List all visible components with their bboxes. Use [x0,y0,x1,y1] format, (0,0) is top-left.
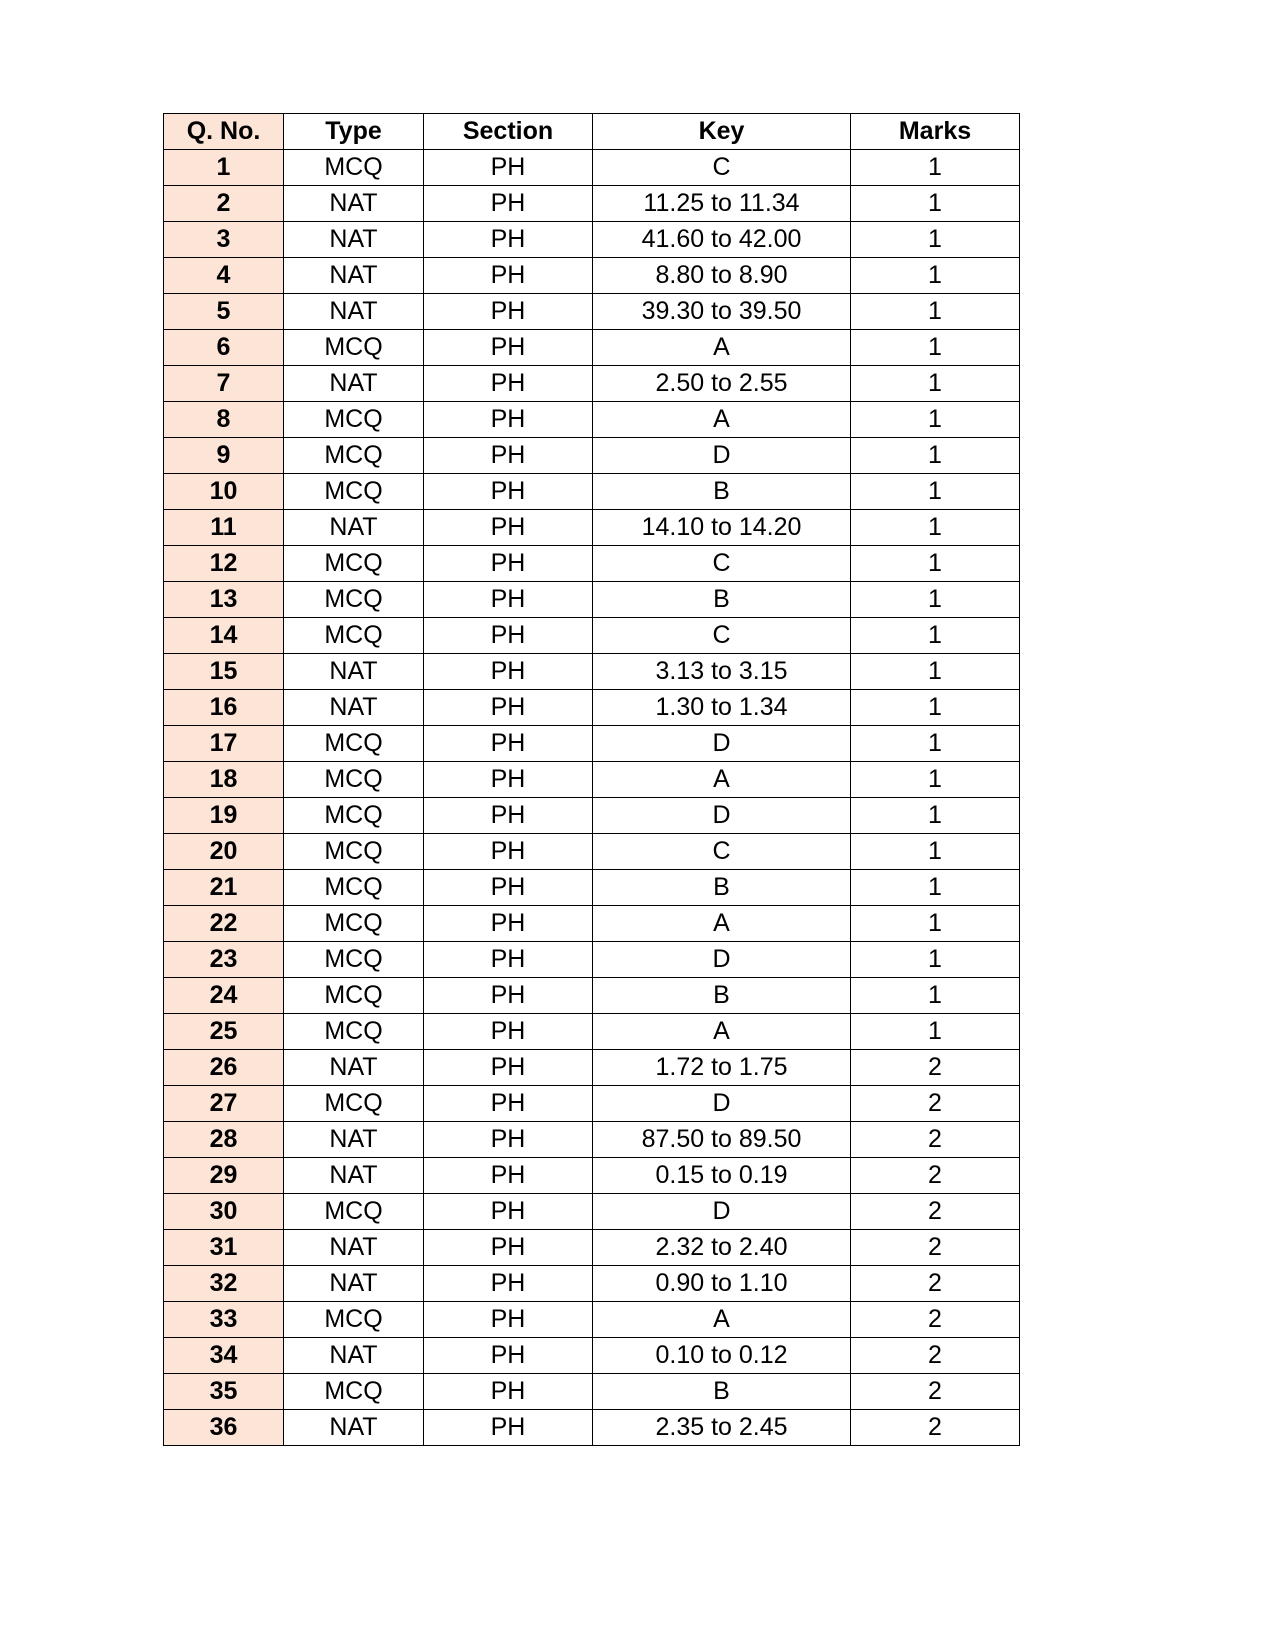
cell-marks: 1 [851,186,1020,222]
cell-key: A [593,1302,851,1338]
cell-section: PH [424,186,593,222]
cell-qno: 7 [164,366,284,402]
cell-section: PH [424,1050,593,1086]
cell-marks: 2 [851,1230,1020,1266]
table-body [164,150,1020,1446]
cell-type: MCQ [284,942,424,978]
cell-key: C [593,546,851,582]
cell-marks: 1 [851,618,1020,654]
cell-key: D [593,1194,851,1230]
cell-qno: 13 [164,582,284,618]
cell-section: PH [424,726,593,762]
table-row [164,618,1020,654]
table-row [164,906,1020,942]
cell-marks: 1 [851,762,1020,798]
cell-section: PH [424,510,593,546]
cell-key: D [593,726,851,762]
cell-key: 1.72 to 1.75 [593,1050,851,1086]
cell-qno: 33 [164,1302,284,1338]
cell-key: A [593,906,851,942]
cell-key: 0.10 to 0.12 [593,1338,851,1374]
cell-marks: 1 [851,798,1020,834]
cell-type: NAT [284,294,424,330]
cell-marks: 1 [851,978,1020,1014]
cell-section: PH [424,834,593,870]
table-row [164,1122,1020,1158]
cell-qno: 15 [164,654,284,690]
cell-type: NAT [284,366,424,402]
cell-qno: 20 [164,834,284,870]
cell-section: PH [424,1302,593,1338]
cell-section: PH [424,1086,593,1122]
cell-type: NAT [284,510,424,546]
cell-type: NAT [284,1266,424,1302]
cell-section: PH [424,582,593,618]
cell-section: PH [424,366,593,402]
table-row [164,1338,1020,1374]
cell-section: PH [424,1338,593,1374]
cell-type: NAT [284,186,424,222]
cell-key: 39.30 to 39.50 [593,294,851,330]
cell-marks: 2 [851,1338,1020,1374]
table-row [164,654,1020,690]
cell-qno: 12 [164,546,284,582]
table-row [164,546,1020,582]
table-row [164,294,1020,330]
cell-qno: 26 [164,1050,284,1086]
cell-key: C [593,150,851,186]
cell-key: B [593,474,851,510]
table-row [164,1050,1020,1086]
table-row [164,258,1020,294]
cell-qno: 19 [164,798,284,834]
cell-key: A [593,402,851,438]
cell-key: A [593,330,851,366]
cell-key: 2.32 to 2.40 [593,1230,851,1266]
table-row [164,1014,1020,1050]
cell-qno: 24 [164,978,284,1014]
cell-section: PH [424,690,593,726]
cell-type: MCQ [284,1302,424,1338]
cell-marks: 2 [851,1266,1020,1302]
header-qno: Q. No. [164,114,284,150]
cell-type: MCQ [284,834,424,870]
cell-key: D [593,1086,851,1122]
cell-section: PH [424,870,593,906]
cell-section: PH [424,438,593,474]
cell-key: 2.35 to 2.45 [593,1410,851,1446]
cell-qno: 16 [164,690,284,726]
cell-marks: 1 [851,222,1020,258]
cell-section: PH [424,942,593,978]
table-row [164,942,1020,978]
cell-type: MCQ [284,1194,424,1230]
table-row [164,798,1020,834]
table-row [164,510,1020,546]
cell-section: PH [424,402,593,438]
cell-marks: 1 [851,258,1020,294]
cell-key: 87.50 to 89.50 [593,1122,851,1158]
table-row [164,1266,1020,1302]
cell-type: NAT [284,1158,424,1194]
table-row [164,1302,1020,1338]
table-row [164,582,1020,618]
table-row [164,438,1020,474]
cell-type: MCQ [284,582,424,618]
cell-key: C [593,834,851,870]
cell-marks: 1 [851,438,1020,474]
cell-qno: 4 [164,258,284,294]
cell-marks: 1 [851,330,1020,366]
cell-section: PH [424,762,593,798]
cell-section: PH [424,906,593,942]
cell-type: MCQ [284,546,424,582]
cell-qno: 30 [164,1194,284,1230]
cell-qno: 36 [164,1410,284,1446]
cell-marks: 1 [851,726,1020,762]
header-marks: Marks [851,114,1020,150]
table-row [164,1086,1020,1122]
cell-marks: 2 [851,1050,1020,1086]
cell-section: PH [424,294,593,330]
cell-qno: 9 [164,438,284,474]
table-row [164,726,1020,762]
cell-qno: 23 [164,942,284,978]
cell-key: A [593,1014,851,1050]
cell-type: MCQ [284,1014,424,1050]
cell-marks: 2 [851,1086,1020,1122]
answer-key-table [163,113,1020,1446]
cell-key: 1.30 to 1.34 [593,690,851,726]
table-row [164,690,1020,726]
cell-marks: 2 [851,1158,1020,1194]
header-row [164,114,1020,150]
cell-section: PH [424,1158,593,1194]
cell-key: B [593,870,851,906]
table-row [164,474,1020,510]
cell-section: PH [424,1014,593,1050]
header-type: Type [284,114,424,150]
cell-qno: 35 [164,1374,284,1410]
cell-section: PH [424,1194,593,1230]
header-section: Section [424,114,593,150]
cell-marks: 2 [851,1374,1020,1410]
cell-qno: 31 [164,1230,284,1266]
cell-marks: 2 [851,1122,1020,1158]
cell-section: PH [424,1230,593,1266]
cell-key: D [593,438,851,474]
cell-key: 3.13 to 3.15 [593,654,851,690]
cell-key: 0.15 to 0.19 [593,1158,851,1194]
table-row [164,870,1020,906]
cell-type: NAT [284,654,424,690]
cell-qno: 18 [164,762,284,798]
cell-type: MCQ [284,906,424,942]
cell-qno: 21 [164,870,284,906]
cell-type: MCQ [284,402,424,438]
cell-qno: 22 [164,906,284,942]
cell-key: 41.60 to 42.00 [593,222,851,258]
cell-qno: 29 [164,1158,284,1194]
cell-type: NAT [284,1050,424,1086]
table-row [164,150,1020,186]
cell-qno: 2 [164,186,284,222]
cell-qno: 6 [164,330,284,366]
cell-type: MCQ [284,1374,424,1410]
cell-qno: 28 [164,1122,284,1158]
cell-type: NAT [284,1230,424,1266]
cell-type: NAT [284,1338,424,1374]
table-row [164,762,1020,798]
cell-section: PH [424,330,593,366]
cell-type: MCQ [284,726,424,762]
cell-qno: 11 [164,510,284,546]
cell-section: PH [424,474,593,510]
cell-section: PH [424,654,593,690]
cell-key: C [593,618,851,654]
cell-qno: 32 [164,1266,284,1302]
table-row [164,330,1020,366]
cell-key: 0.90 to 1.10 [593,1266,851,1302]
table-row [164,978,1020,1014]
cell-marks: 1 [851,654,1020,690]
table-row [164,1158,1020,1194]
cell-type: MCQ [284,762,424,798]
cell-section: PH [424,546,593,582]
cell-section: PH [424,798,593,834]
table-row [164,834,1020,870]
table-row [164,1194,1020,1230]
cell-section: PH [424,258,593,294]
cell-key: B [593,582,851,618]
table-row [164,1374,1020,1410]
cell-section: PH [424,222,593,258]
cell-qno: 17 [164,726,284,762]
cell-marks: 1 [851,906,1020,942]
cell-qno: 10 [164,474,284,510]
header-key: Key [593,114,851,150]
cell-qno: 5 [164,294,284,330]
cell-marks: 1 [851,150,1020,186]
cell-marks: 1 [851,690,1020,726]
cell-marks: 1 [851,834,1020,870]
cell-type: NAT [284,690,424,726]
cell-marks: 1 [851,366,1020,402]
cell-type: NAT [284,222,424,258]
cell-section: PH [424,1266,593,1302]
cell-key: 8.80 to 8.90 [593,258,851,294]
cell-marks: 2 [851,1302,1020,1338]
cell-marks: 1 [851,546,1020,582]
cell-key: A [593,762,851,798]
cell-type: MCQ [284,438,424,474]
cell-marks: 1 [851,1014,1020,1050]
cell-qno: 8 [164,402,284,438]
cell-qno: 34 [164,1338,284,1374]
cell-marks: 1 [851,870,1020,906]
cell-type: MCQ [284,330,424,366]
cell-qno: 27 [164,1086,284,1122]
table-row [164,222,1020,258]
cell-qno: 14 [164,618,284,654]
cell-type: MCQ [284,870,424,906]
cell-section: PH [424,1374,593,1410]
cell-type: MCQ [284,1086,424,1122]
cell-marks: 1 [851,582,1020,618]
cell-key: 14.10 to 14.20 [593,510,851,546]
table-row [164,186,1020,222]
cell-key: D [593,942,851,978]
cell-key: 2.50 to 2.55 [593,366,851,402]
cell-section: PH [424,1410,593,1446]
cell-section: PH [424,150,593,186]
cell-type: MCQ [284,150,424,186]
cell-type: MCQ [284,978,424,1014]
cell-marks: 2 [851,1410,1020,1446]
cell-marks: 1 [851,474,1020,510]
cell-type: NAT [284,258,424,294]
table-row [164,366,1020,402]
cell-marks: 1 [851,294,1020,330]
cell-type: MCQ [284,798,424,834]
table-row [164,402,1020,438]
cell-section: PH [424,618,593,654]
table-row [164,1230,1020,1266]
table-row [164,1410,1020,1446]
cell-marks: 1 [851,942,1020,978]
cell-qno: 25 [164,1014,284,1050]
cell-section: PH [424,978,593,1014]
cell-qno: 3 [164,222,284,258]
cell-key: 11.25 to 11.34 [593,186,851,222]
cell-key: B [593,978,851,1014]
cell-marks: 2 [851,1194,1020,1230]
cell-key: B [593,1374,851,1410]
cell-type: MCQ [284,618,424,654]
cell-qno: 1 [164,150,284,186]
cell-type: NAT [284,1122,424,1158]
cell-type: NAT [284,1410,424,1446]
cell-section: PH [424,1122,593,1158]
cell-key: D [593,798,851,834]
cell-marks: 1 [851,510,1020,546]
cell-marks: 1 [851,402,1020,438]
cell-type: MCQ [284,474,424,510]
